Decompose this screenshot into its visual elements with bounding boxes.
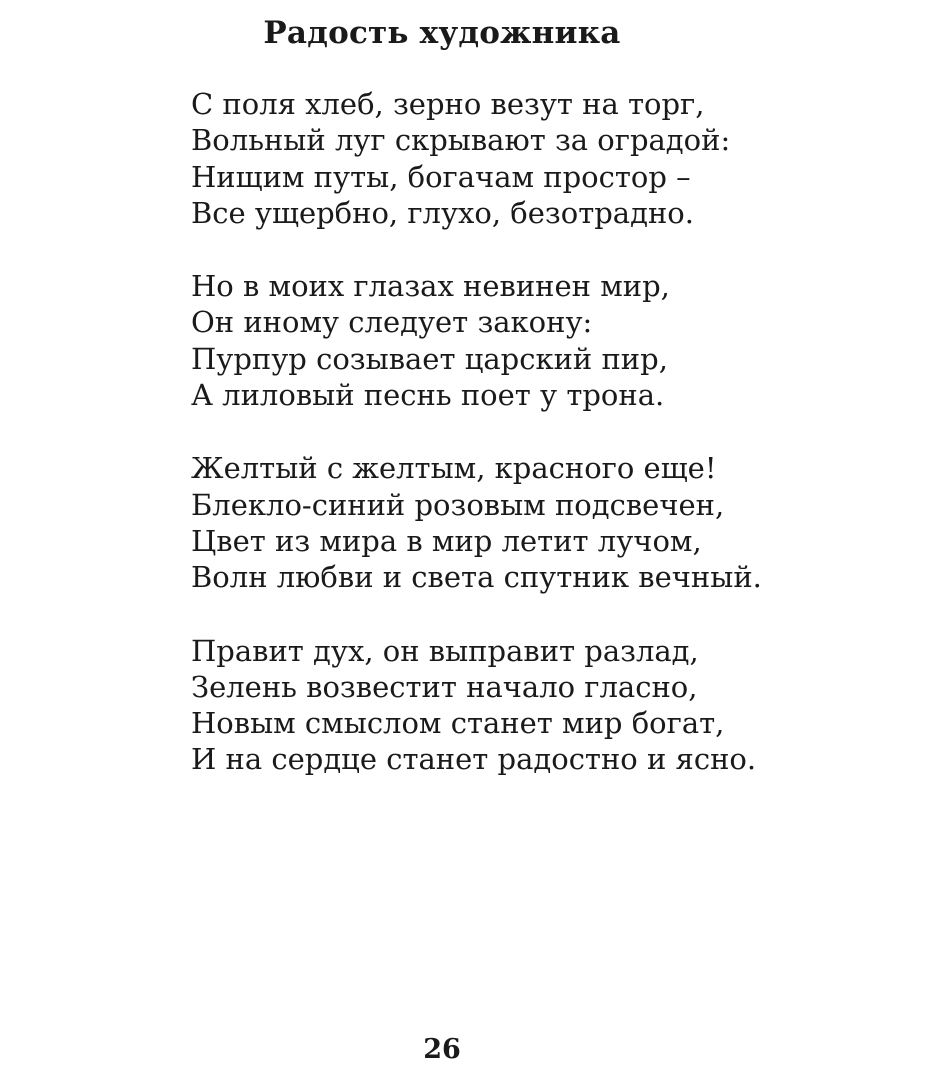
poem-line: Вольный луг скрывают за оградой: [191,123,731,158]
poem-line: Но в моих глазах невинен мир, [191,269,670,304]
stanza-1 [191,86,911,231]
stanza-2 [191,268,911,413]
poem-line: И на сердце станет радостно и ясно. [191,742,757,777]
poem-line: Зелень возвестит начало гласно, [191,669,698,704]
poem-line: С поля хлеб, зерно везут на торг, [191,87,705,121]
poem-line: Все ущербно, глухо, безотрадно. [191,195,694,230]
poem-body [191,86,911,815]
poem-line: Цвет из мира в мир летит лучом, [191,523,702,558]
page-number: 26 [423,1034,461,1065]
poem-line: Новым смыслом станет мир богат, [191,706,725,741]
poem-line: Желтый с желтым, красного еще! [191,451,717,486]
poem-line: Нищим путы, богачам простор – [191,159,691,194]
poem-line: Правит дух, он выправит разлад, [191,633,699,668]
poem-line: Блекло-синий розовым подсвечен, [191,487,725,522]
poem-line: Волн любви и света спутник вечный. [191,560,762,595]
poem-line: Пурпур созывает царский пир, [191,341,668,376]
poem-line: А лиловый песнь поет у трона. [191,378,665,413]
stanza-3 [191,450,911,595]
stanza-4 [191,633,911,778]
poem-line: Он иному следует закону: [191,305,593,340]
poem-title: Радость художника [263,15,621,51]
